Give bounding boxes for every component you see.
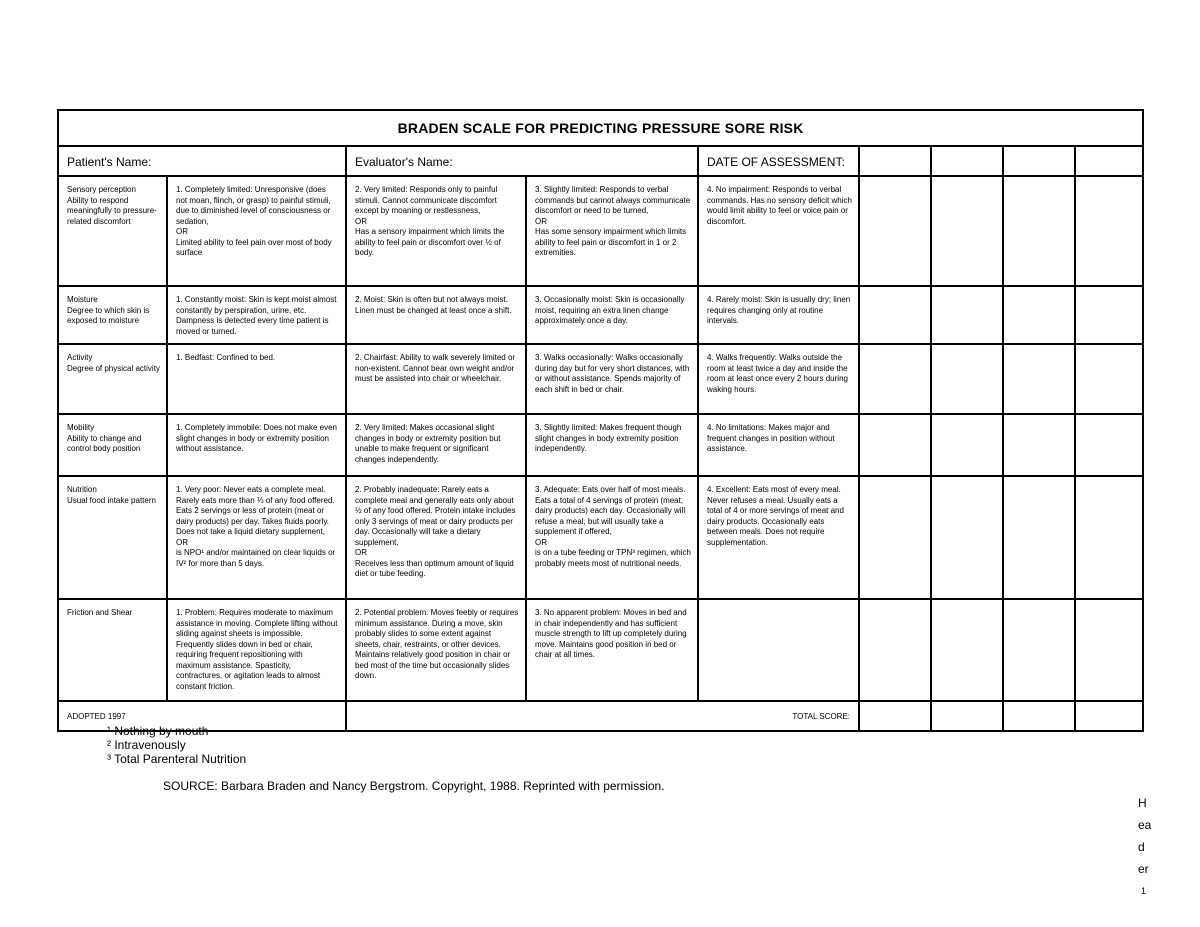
level-1-description: 1. Completely immobile: Does not make even slight changes in body or extremity position without assistance.	[167, 414, 346, 476]
level-3-description: 3. Occasionally moist: Skin is occasionally moist, requiring an extra linen change approximately once a day.	[526, 286, 698, 344]
score-cell[interactable]	[931, 344, 1003, 414]
criterion-friction-and-shear: Friction and Shear	[58, 599, 167, 701]
score-cell[interactable]	[1003, 414, 1075, 476]
braden-scale-table	[57, 109, 1144, 732]
level-4-description: 4. No impairment: Responds to verbal commands. Has no sensory deficit which would limit ability to feel or voice pain or discomfort.	[698, 176, 859, 286]
row-activity	[58, 344, 1143, 414]
criterion-activity: Activity Degree of physical activity	[58, 344, 167, 414]
score-cell[interactable]	[1075, 344, 1143, 414]
footnote-npo: ¹ Nothing by mouth	[107, 724, 209, 738]
criterion-moisture: Moisture Degree to which skin is exposed to moisture	[58, 286, 167, 344]
score-cell[interactable]	[1003, 344, 1075, 414]
criterion-nutrition: Nutrition Usual food intake pattern	[58, 476, 167, 599]
level-3-description: 3. Walks occasionally: Walks occasionally during day but for very short distances, with or without assistance. Spends majority of each shift in bed or chair.	[526, 344, 698, 414]
score-cell[interactable]	[931, 599, 1003, 701]
side-text-2: ea	[1138, 818, 1152, 832]
score-cell[interactable]	[931, 476, 1003, 599]
level-1-description: 1. Problem: Requires moderate to maximum assistance in moving. Complete lifting without sliding against sheets is impossible. Frequently slides down in bed or chair, requiring frequent repositioning with maximum assistance. Spasticity, contractures, or agitation leads to almost constant friction.	[167, 599, 346, 701]
level-3-description: 3. No apparent problem: Moves in bed and in chair independently and has sufficient muscle strength to lift up completely during move. Maintains good position in bed or chair at all times.	[526, 599, 698, 701]
criterion-sensory-perception: Sensory perception Ability to respond meaningfully to pressure-related discomfort	[58, 176, 167, 286]
score-cell[interactable]	[859, 599, 931, 701]
total-score-cell[interactable]	[931, 701, 1003, 731]
level-2-description: 2. Potential problem: Moves feebly or requires minimum assistance. During a move, skin probably slides to some extent against sheets, chair, restraints, or other devices. Maintains relatively good position in chair or bed most of the time but occasionally slides down.	[346, 599, 526, 701]
level-2-description: 2. Very limited: Responds only to painful stimuli. Cannot communicate discomfort except by moaning or restlessness, OR Has a sensory impairment which limits the ability to feel pain or discomfort over ½ of body.	[346, 176, 526, 286]
row-mobility	[58, 414, 1143, 476]
total-score-cell[interactable]	[1075, 701, 1143, 731]
score-cell[interactable]	[1003, 286, 1075, 344]
score-cell[interactable]	[859, 344, 931, 414]
level-1-description: 1. Completely limited: Unresponsive (does not moan, flinch, or grasp) to painful stimuli, due to diminished level of consciousness or sedation, OR Limited ability to feel pain over most of body surface	[167, 176, 346, 286]
score-cell[interactable]	[1075, 176, 1143, 286]
table-title: BRADEN SCALE FOR PREDICTING PRESSURE SORE RISK	[58, 110, 1143, 146]
score-cell[interactable]	[1003, 476, 1075, 599]
score-cell[interactable]	[859, 176, 931, 286]
level-4-description: 4. No limitations: Makes major and frequent changes in position without assistance.	[698, 414, 859, 476]
score-cell[interactable]	[859, 414, 931, 476]
level-1-description: 1. Bedfast: Confined to bed.	[167, 344, 346, 414]
row-friction-and-shear	[58, 599, 1143, 701]
row-nutrition	[58, 476, 1143, 599]
level-4-description: 4. Walks frequently: Walks outside the room at least twice a day and inside the room at least once every 2 hours during waking hours.	[698, 344, 859, 414]
level-4-description: 4. Excellent: Eats most of every meal. Never refuses a meal. Usually eats a total of 4 or more servings of meat and dairy products. Occasionally eats between meals. Does not require supplementation.	[698, 476, 859, 599]
side-text-5: 1	[1141, 886, 1147, 896]
level-3-description: 3. Slightly limited: Makes frequent though slight changes in body extremity position independently.	[526, 414, 698, 476]
footnote-iv: ² Intravenously	[107, 738, 186, 752]
source-citation: SOURCE: Barbara Braden and Nancy Bergstrom. Copyright, 1988. Reprinted with permission.	[163, 779, 665, 793]
score-cell[interactable]	[1003, 599, 1075, 701]
evaluator-name-field[interactable]: Evaluator's Name:	[346, 146, 698, 176]
score-cell[interactable]	[859, 286, 931, 344]
criterion-mobility: Mobility Ability to change and control body position	[58, 414, 167, 476]
level-4-description	[698, 599, 859, 701]
level-1-description: 1. Constantly moist: Skin is kept moist almost constantly by perspiration, urine, etc. Dampness is detected every time patient is moved or turned.	[167, 286, 346, 344]
header-row	[58, 146, 1143, 176]
side-text-4: er	[1138, 862, 1149, 876]
score-cell[interactable]	[1075, 599, 1143, 701]
patient-name-field[interactable]: Patient's Name:	[58, 146, 346, 176]
date-cell-1[interactable]	[859, 146, 931, 176]
side-text-3: d	[1138, 840, 1145, 854]
row-sensory-perception	[58, 176, 1143, 286]
score-cell[interactable]	[1075, 476, 1143, 599]
score-cell[interactable]	[931, 286, 1003, 344]
score-cell[interactable]	[931, 414, 1003, 476]
side-text-1: H	[1138, 796, 1147, 810]
level-3-description: 3. Adequate: Eats over half of most meals. Eats a total of 4 servings of protein (meat, dairy products) each day. Occasionally will refuse a meal, but will usually take a supplement if offered, OR is on a tube feeding or TPN³ regimen, which probably meets most of nutritional needs.	[526, 476, 698, 599]
score-cell[interactable]	[1075, 286, 1143, 344]
total-score-cell[interactable]	[859, 701, 931, 731]
total-score-cell[interactable]	[1003, 701, 1075, 731]
score-cell[interactable]	[1003, 176, 1075, 286]
level-1-description: 1. Very poor: Never eats a complete meal. Rarely eats more than ⅓ of any food offered. Eats 2 servings or less of protein (meat or dairy products) per day. Takes fluids poorly. Does not take a liquid dietary supplement, OR is NPO¹ and/or maintained on clear liquids or IV² for more than 5 days.	[167, 476, 346, 599]
level-4-description: 4. Rarely moist: Skin is usually dry; linen requires changing only at routine intervals.	[698, 286, 859, 344]
title-row	[58, 110, 1143, 146]
level-2-description: 2. Moist: Skin is often but not always moist. Linen must be changed at least once a shift.	[346, 286, 526, 344]
date-cell-2[interactable]	[931, 146, 1003, 176]
score-cell[interactable]	[859, 476, 931, 599]
date-cell-4[interactable]	[1075, 146, 1143, 176]
level-2-description: 2. Probably inadequate: Rarely eats a complete meal and generally eats only about ½ of any food offered. Protein intake includes only 3 servings of meat or dairy products per day. Occasionally will take a dietary supplement, OR Receives less than optimum amount of liquid diet or tube feeding.	[346, 476, 526, 599]
score-cell[interactable]	[931, 176, 1003, 286]
date-cell-3[interactable]	[1003, 146, 1075, 176]
footnote-tpn: ³ Total Parenteral Nutrition	[107, 752, 247, 766]
level-2-description: 2. Very limited: Makes occasional slight changes in body or extremity position but unable to make frequent or significant changes independently.	[346, 414, 526, 476]
score-cell[interactable]	[1075, 414, 1143, 476]
row-moisture	[58, 286, 1143, 344]
adopted-label: ADOPTED 1997	[58, 701, 346, 731]
total-score-label: TOTAL SCORE:	[346, 701, 859, 731]
level-3-description: 3. Slightly limited: Responds to verbal commands but cannot always communicate discomfort or need to be turned, OR Has some sensory impairment which limits ability to feel pain or discomfort in 1 or 2 extremities.	[526, 176, 698, 286]
date-of-assessment-label: DATE OF ASSESSMENT:	[698, 146, 859, 176]
level-2-description: 2. Chairfast: Ability to walk severely limited or non-existent. Cannot bear own weight and/or must be assisted into chair or wheelchair.	[346, 344, 526, 414]
footer-row	[58, 701, 1143, 731]
